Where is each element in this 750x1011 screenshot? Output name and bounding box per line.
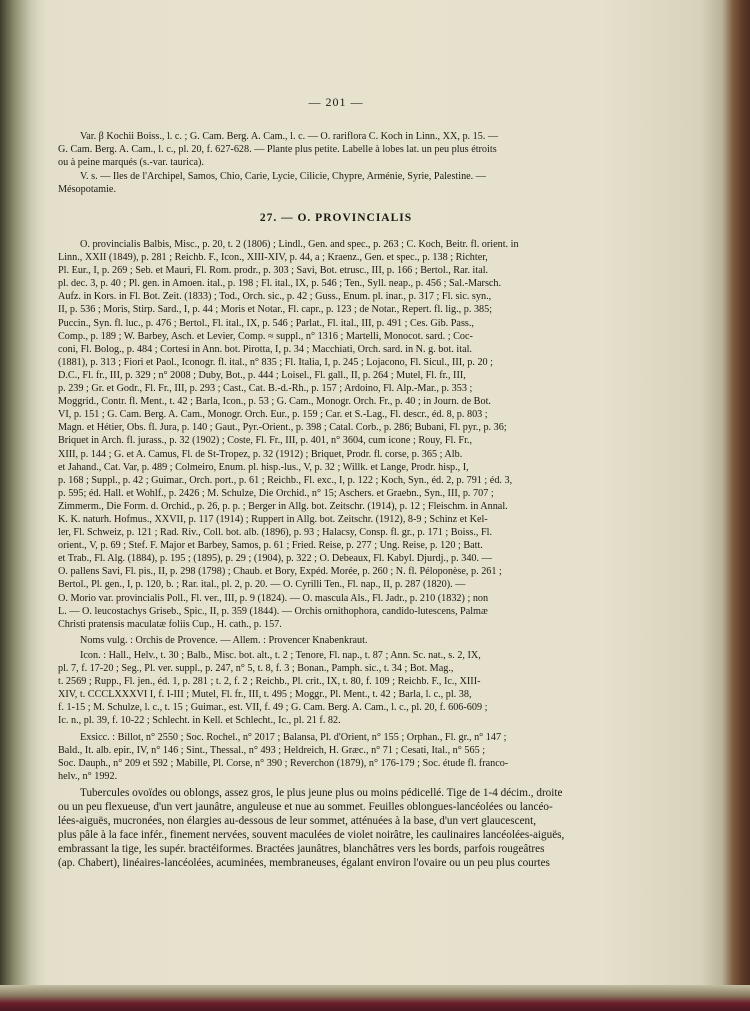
- text-line: p. 239 ; Gr. et Godr., Fl. Fr., III, p. 293 ; Cast., Cat. B.-d.-Rh., p. 157 ; Ardoino, Fl. Alp.-Mar., p. 353 ;: [58, 383, 473, 395]
- text-line: K. K. naturh. Hofmus., XXVII, p. 117 (1914) ; Ruppert in Allg. bot. Zeitschr. (1912), 8-9 ; Schinz et Kel-: [58, 513, 488, 525]
- text-line: orient., V, p. 69 ; Stef. F. Major et Barbey, Samos, p. 61 ; Fried. Reise, p. 277 ; Ung. Reise, p. 120 ; Batt.: [58, 540, 483, 552]
- variety-paragraph: [58, 130, 614, 169]
- text-line: Puccin., Syn. fl. luc., p. 476 ; Bertol., Fl. ital., IX, p. 546 ; Parlat., Fl. ital., III, p. 491 ; Ces. Gib. Pass.,: [58, 317, 474, 329]
- text-line: Tubercules ovoïdes ou oblongs, assez gros, le plus jeune plus ou moins pédicellé. Tige de 1-4 décim., droite: [80, 787, 563, 799]
- text-line: XIII, p. 144 ; G. et A. Camus, Fl. de St-Tropez, p. 32 (1912) ; Briquet, Prodr. fl. corse, p. 365 ; Alb.: [58, 448, 463, 460]
- text-line: G. Cam. Berg. A. Cam., l. c., pl. 20, f. 627-628. — Plante plus petite. Labelle à lobes lat. un peu plus étroits: [58, 144, 497, 156]
- text-line: t. 2569 ; Rupp., Fl. jen., éd. 1, p. 281 ; t. 2, f. 2 ; Reichb., Pl. crit., IX, t. 80, f. 109 ; Reichb. F., Ic., XIII-: [58, 676, 481, 688]
- text-line: O. provincialis Balbis, Misc., p. 20, t. 2 (1806) ; Lindl., Gen. and spec., p. 263 ; C. Koch, Beitr. fl. orient. in: [80, 239, 519, 250]
- text-line: Pl. Eur., I, p. 269 ; Seb. et Mauri, Fl. Rom. prodr., p. 303 ; Savi, Bot. etrusc., III, p. 166 ; Bertol., Rar. ital.: [58, 265, 489, 277]
- text-line: ler, Fl. Schweiz, p. 121 ; Rad. Riv., Coll. bot. alb. (1896), p. 93 ; Halacsy, Consp. fl. gr., p. 171 ; Boiss., Fl.: [58, 527, 493, 539]
- text-line: Bald., It. alb. epir., IV, n° 146 ; Sint., Thessal., n° 493 ; Heldreich, H. Græc., n° 71 ; Cesati, Ital., n° 565 ;: [58, 745, 486, 757]
- text-line: Soc. Dauph., n° 209 et 592 ; Mabille, Pl. Corse, n° 390 ; Reverchon (1879), n° 176-179 ; Soc. étude fl. franco-: [58, 758, 509, 770]
- text-line: (1881), p. 313 ; Fiori et Paol., Iconogr. fl. ital., n° 835 ; Fl. Italia, I, p. 245 ; Lojacono, Fl. Sicul., III, p. 20 ;: [58, 356, 494, 368]
- page-number: — 201 —: [308, 95, 364, 109]
- text-line: p. 595; éd. Hall. et Wohlf., p. 2426 ; M. Schulze, Die Orchid., n° 15; Aschers. et Graebn., Syn., III, p. 707 ;: [58, 487, 494, 499]
- text-line: Moggrid., Contr. fl. Ment., t. 42 ; Barla, Icon., p. 53 ; G. Cam., Monogr. Orch. Fr., p. 40 ; in Journ. de Bot.: [58, 396, 491, 408]
- text-line: VI, p. 151 ; G. Cam. Berg. A. Cam., Monogr. Orch. Eur., p. 159 ; Car. et S.-Lag., Fl. descr., éd. 8, p. 803 ;: [58, 409, 488, 421]
- text-line: Ic. n., pl. 39, f. 10-22 ; Schlecht. in Kell. et Schlecht., Ic., pl. 21 f. 82.: [58, 715, 341, 727]
- text-line: coni, Fl. Bolog., p. 484 ; Cortesi in Ann. bot. Pirotta, I, p. 34 ; Macchiati, Orch. sard. in N. g. bot. ital.: [58, 343, 472, 355]
- text-line: embrassant la tige, les supér. bractéiformes. Bractées jaunâtres, blanchâtres vers les bords, parfois rougeâtres: [58, 843, 545, 855]
- text-line: Magn. et Hétier, Obs. fl. Jura, p. 140 ; Gaut., Pyr.-Orient., p. 398 ; Catal. Corb., p. 286; Bubani, Fl. pyr., p. 36;: [58, 422, 507, 434]
- text-line: Noms vulg. : Orchis de Provence. — Allem. : Provencer Knabenkraut.: [80, 635, 368, 646]
- text-line: Exsicc. : Billot, n° 2550 ; Soc. Rochel., n° 2017 ; Balansa, Pl. d'Orient, n° 155 ; Orphan., Fl. gr., n° 147 ;: [80, 732, 507, 743]
- text-line: O. Morio var. provincialis Poll., Fl. ver., III, p. 9 (1824). — O. mascula Als., Fl. Jadr., p. 210 (1832) ; non: [58, 592, 489, 604]
- text-line: ou à peine marqués (s.-var. taurica).: [58, 157, 204, 169]
- text-line: O. pallens Savi, Fl. pis., II, p. 298 (1798) ; Chaub. et Bory, Expéd. Morée, p. 260 ; N. fl. Péloponèse, p. 261 ;: [58, 566, 502, 578]
- text-line: Icon. : Hall., Helv., t. 30 ; Balb., Misc. bot. alt., t. 2 ; Tenore, Fl. nap., t. 87 ; Ann. Sc. nat., s. 2, IX,: [80, 650, 481, 661]
- text-line: plus pâle à la face infér., finement nervées, souvent maculées de violet noirâtre, les caulinaires lancéolées-aiguës,: [58, 829, 565, 841]
- book-bottom-edge: [0, 985, 750, 1011]
- text-line: Comp., p. 189 ; W. Barbey, Asch. et Levier, Comp. ≈ suppl., n° 1316 ; Martelli, Monocot. sard. ; Coc-: [58, 330, 473, 342]
- text-line: Briquet in Arch. fl. jurass., p. 32 (1902) ; Coste, Fl. Fr., III, p. 401, n° 3604, cum icone ; Rouy, Fl. Fr.,: [58, 435, 473, 447]
- text-line: D.C., Fl. fr., III, p. 329 ; n° 2008 ; Duby, Bot., p. 444 ; Loisel., Fl. gall., II, p. 264 ; Mutel, Fl. fr., III,: [58, 369, 466, 381]
- text-line: et Trab., Fl. Alg. (1884), p. 195 ; (1895), p. 29 ; (1904), p. 322 ; O. Debeaux, Fl. Kabyl. Djurdj., p. 340. —: [58, 553, 492, 565]
- text-line: XIV, t. CCCLXXXVI I, f. I-III ; Mutel, Fl. fr., III, t. 495 ; Moggr., Pl. Ment., t. 42 ; Barla, l. c., pl. 38,: [58, 689, 472, 701]
- text-line: L. — O. leucostachys Griseb., Spic., II, p. 359 (1844). — Orchis ornithophora, candido-lutescens, Palmæ: [58, 605, 488, 617]
- exsiccata-paragraph: [58, 731, 614, 783]
- text-line: et Jahand., Cat. Var, p. 489 ; Colmeiro, Enum. pl. hisp.-lus., V, p. 32 ; Willk. et Lange, Prodr. hisp., I,: [58, 461, 469, 473]
- text-line: Mésopotamie.: [58, 184, 117, 196]
- text-line: Var. β Kochii Boiss., l. c. ; G. Cam. Berg. A. Cam., l. c. — O. rariflora C. Koch in Linn., XX, p. 15. —: [80, 131, 499, 142]
- text-line: f. 1-15 ; M. Schulze, l. c., t. 15 ; Guimar., est. VII, f. 49 ; G. Cam. Berg. A. Cam., l. c., pl. 20, f. 606-609 ;: [58, 702, 488, 714]
- text-line: lées-aiguës, mucronées, non élargies au-dessous de leur sommet, atténuées à la base, d'un vert glaucescent,: [58, 815, 537, 827]
- text-line: helv., n° 1992.: [58, 771, 118, 783]
- text-line: Bertol., Pl. gen., I, p. 120, b. ; Rar. ital., pl. 2, p. 20. — O. Cyrilli Ten., Fl. nap., II, p. 287 (1820). —: [58, 579, 466, 591]
- text-line: V. s. — Iles de l'Archipel, Samos, Chio, Carie, Lycie, Cilicie, Chypre, Arménie, Syrie, Palestine. —: [80, 171, 486, 182]
- text-line: pl. 7, f. 17-20 ; Seg., Pl. ver. suppl., p. 247, n° 5, t. 8, f. 3 ; Bonan., Pamph. sic., t. 34 ; Bot. Mag.,: [58, 663, 454, 675]
- synonymy-paragraph: [58, 238, 614, 631]
- common-names-paragraph: [58, 634, 614, 647]
- text-line: Christi pratensis maculatæ foliis Cup., H. cath., p. 157.: [58, 618, 282, 630]
- text-line: Aufz. in Kors. in Fl. Bot. Zeit. (1833) ; Tod., Orch. sic., p. 42 ; Guss., Enum. pl. inar., p. 317 ; Fl. sic. syn.,: [58, 291, 492, 303]
- illustrations-paragraph: [58, 649, 614, 728]
- text-line: p. 168 ; Suppl., p. 42 ; Guimar., Orch. port., p. 61 ; Reichb., Fl. exc., I, p. 122 ; Koch, Syn., éd. 2, p. 791 ; éd. 3,: [58, 474, 513, 486]
- text-line: Zimmerm., Die Form. d. Orchid., p. 26, p. p. ; Berger in Allg. bot. Zeitschr. (1914), p. 12 ; Fleischm. in Annal.: [58, 500, 508, 512]
- text-line: pl. dec. 3, p. 40 ; Pl. gen. in Amoen. ital., p. 198 ; Fl. ital., IX, p. 546 ; Ten., Syll. neap., p. 456 ; Sal.-Marsch.: [58, 278, 502, 290]
- description-paragraph: [58, 786, 614, 870]
- text-line: ou un peu flexueuse, d'un vert jaunâtre, anguleuse et nue au sommet. Feuilles oblongues-lancéolées ou lancéo-: [58, 801, 553, 813]
- text-line: Linn., XXII (1849), p. 281 ; Reichb. F., Icon., XIII-XIV, p. 44, a ; Kraenz., Gen. et spec., p. 138 ; Richter,: [58, 252, 488, 264]
- text-line: (ap. Chabert), linéaires-lancéolées, acuminées, membraneuses, égalant environ l'ovaire ou un peu plus courtes: [58, 857, 550, 869]
- distribution-paragraph: [58, 170, 614, 196]
- species-heading: 27. — O. PROVINCIALIS: [259, 212, 413, 224]
- text-line: II, p. 536 ; Moris, Stirp. Sard., I, p. 44 ; Moris et Notar., Fl. capr., p. 123 ; de Notar., Repert. fl. lig., p. 385;: [58, 304, 493, 316]
